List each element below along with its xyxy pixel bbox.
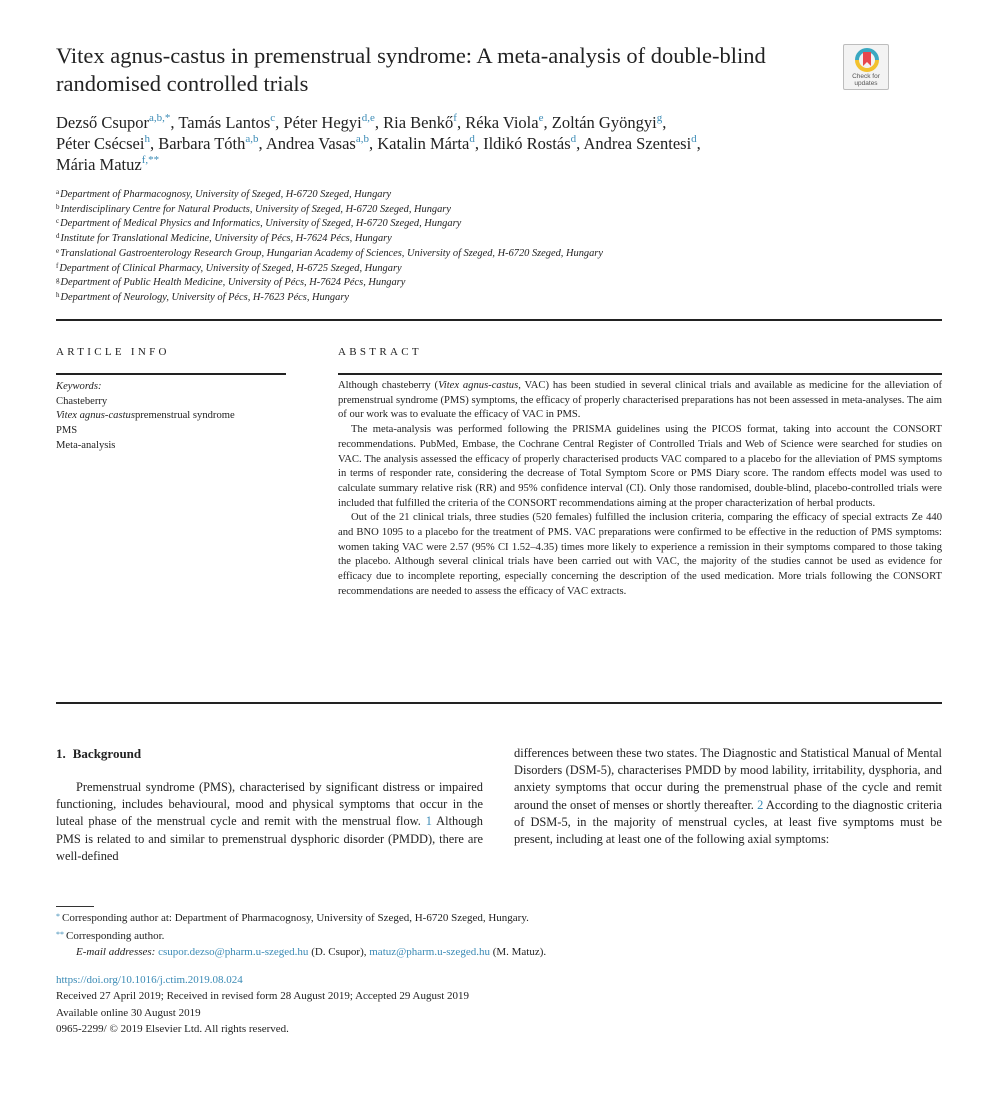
abstract-heading: ABSTRACT bbox=[338, 346, 422, 358]
keyword-item: PMS bbox=[56, 425, 78, 437]
author-name: Andrea Szentesi bbox=[583, 134, 692, 153]
doi-link[interactable]: https://doi.org/10.1016/j.ctim.2019.08.024 bbox=[56, 974, 243, 986]
affiliation-text: Interdisciplinary Centre for Natural Products, University of Szeged, H-6720 Szeged, Hungary bbox=[60, 203, 451, 215]
footnote-emails: E-mail addresses: csupor.dezso@pharm.u-szeged.hu (D. Csupor), matuz@pharm.u-szeged.hu (M. Matuz). bbox=[76, 946, 547, 958]
body-column-left: Premenstrual syndrome (PMS), characterised by significant distress or impaired functioning, includes behavioural, mood and physical symptoms that occur in the luteal phase of the menstrual cycle and remit with the menstrual flow. 1 Although PMS is related to and similar to premenstrual dysphoric disorder (PMDD), there are well-defined bbox=[56, 780, 483, 863]
affiliation-item bbox=[56, 291, 756, 306]
affiliation-text: Institute for Translational Medicine, University of Pécs, H-7624 Pécs, Hungary bbox=[60, 233, 392, 245]
author-name: Péter Csécsei bbox=[56, 134, 145, 153]
abstract-bottom-divider bbox=[56, 702, 942, 704]
affiliation-key: h bbox=[56, 290, 60, 299]
author-name: Mária Matuz bbox=[56, 155, 142, 174]
abstract-body bbox=[338, 379, 942, 600]
affiliation-key: g bbox=[56, 276, 60, 285]
crossmark-icon bbox=[855, 48, 879, 72]
affiliation-key: b bbox=[56, 202, 60, 211]
available-online: Available online 30 August 2019 bbox=[56, 1006, 201, 1019]
footnote-corresponding-1: * Corresponding author at: Department of Pharmacognosy, University of Szeged, H-6720 Szeged, Hungary. bbox=[56, 912, 529, 924]
affiliation-key: f bbox=[56, 261, 59, 270]
affiliation-marker[interactable]: e bbox=[538, 112, 544, 124]
received-dates: Received 27 April 2019; Received in revised form 28 August 2019; Accepted 29 August 2019 bbox=[56, 990, 470, 1003]
reference-link[interactable]: 1 bbox=[425, 814, 432, 829]
article-info-heading: ARTICLE INFO bbox=[56, 346, 170, 358]
affiliation-item bbox=[56, 232, 756, 247]
affiliation-marker[interactable]: d bbox=[469, 133, 475, 145]
author-name: Tamás Lantos bbox=[178, 113, 271, 132]
publication-meta bbox=[56, 972, 756, 1037]
affiliation-text: Department of Public Health Medicine, University of Pécs, H-7624 Pécs, Hungary bbox=[60, 277, 406, 289]
affiliation-list bbox=[56, 188, 756, 306]
affiliation-item bbox=[56, 217, 756, 232]
affiliation-marker[interactable]: a,b bbox=[355, 133, 369, 145]
author-name: Dezső Csupor bbox=[56, 113, 150, 132]
affiliation-text: Department of Neurology, University of Pécs, H-7623 Pécs, Hungary bbox=[60, 291, 349, 303]
affiliation-text: Department of Clinical Pharmacy, University of Szeged, H-6725 Szeged, Hungary bbox=[59, 262, 402, 274]
footnotes bbox=[56, 909, 756, 961]
affiliation-item bbox=[56, 262, 756, 277]
footnote-divider bbox=[56, 906, 94, 907]
abstract-paragraph: The meta-analysis was performed following the PRISMA guidelines using the PICOS format, taking into account the CONSORT recommendations. PubMed, Embase, the Cochrane Central Register of Controlled Trials and Web of Science were searched for studies on VAC. The analysis assessed the efficacy of properly characterised products VAC compared to a placebo for the alleviation of PMS symptoms in terms of responder rate, considering the decrease of Total Symptom Score or PMS Diary score. The random effects model was used to calculate summary relative risk (RR) and 95% confidence interval (CI). Only those randomised, double-blind, placebo-controlled trials were included that fulfilled the criteria of the CONSORT recommendations aiming at the proper characterization of herbal products. bbox=[338, 424, 942, 509]
affiliation-key: e bbox=[56, 246, 60, 255]
affiliation-marker[interactable]: d bbox=[570, 133, 577, 145]
section-number: 1. bbox=[56, 746, 66, 761]
affiliation-marker[interactable]: a,b,* bbox=[149, 112, 171, 124]
author-name: Ildikó Rostás bbox=[483, 134, 571, 153]
author-name: Barbara Tóth bbox=[158, 134, 246, 153]
abstract-divider bbox=[338, 373, 942, 375]
author-name: Réka Viola bbox=[465, 113, 539, 132]
keyword-item: Chasteberry bbox=[56, 395, 108, 407]
affiliation-text: Translational Gastroenterology Research Group, Hungarian Academy of Sciences, University of Szeged, H-6720 Szeged, Hungary bbox=[60, 247, 603, 259]
article-info-divider bbox=[56, 373, 286, 375]
affiliation-key: c bbox=[56, 217, 60, 226]
section-title: Background bbox=[72, 746, 142, 761]
author-name: Péter Hegyi bbox=[283, 113, 362, 132]
check-for-updates-button[interactable] bbox=[843, 44, 889, 90]
affiliation-marker[interactable]: h bbox=[144, 133, 150, 145]
affiliation-text: Department of Medical Physics and Informatics, University of Szeged, H-6720 Szeged, Hungary bbox=[60, 218, 462, 230]
abstract-paragraph: Out of the 21 clinical trials, three studies (520 females) fulfilled the inclusion criteria, comparing the efficacy of special extracts Ze 440 and BNO 1095 to a placebo for the treatment of PMS. VAC preparations were confirmed to be effective in the reduction of PMS symptoms: women taking VAC were 2.57 (95% CI 1.52–4.35) times more likely to experience a remission in their symptoms compared to those taking the placebo. Although several clinical trials have been carried out with VAC, the majority of the studies cannot be used as evidence for efficacy due to incomplete reporting, especially concerning the description of the used medication. More trials following the CONSORT recommendations are needed to assess the efficacy of VAC extracts. bbox=[338, 512, 942, 597]
keywords-label: Keywords: bbox=[56, 381, 102, 392]
affiliation-marker[interactable]: g bbox=[656, 112, 663, 124]
affiliation-marker[interactable]: f bbox=[453, 112, 457, 124]
section-heading bbox=[56, 746, 141, 762]
affiliation-item bbox=[56, 188, 756, 203]
affiliation-marker[interactable]: c bbox=[270, 112, 276, 124]
affiliation-marker[interactable]: d,e bbox=[361, 112, 375, 124]
keyword-item: Meta-analysis bbox=[56, 439, 116, 451]
abstract-paragraph: Although chasteberry (Vitex agnus-castus, VAC) has been studied in several clinical trials and available as medicine for the alleviation of premenstrual syndrome (PMS) symptoms, the efficacy of properly characterised preparations has not been assessed in meta-analyses. The aim of our work was to evaluate the efficacy of VAC in PMS. bbox=[338, 380, 942, 421]
affiliation-key: d bbox=[56, 232, 60, 241]
reference-link[interactable]: 2 bbox=[757, 797, 764, 812]
email-link[interactable]: matuz@pharm.u-szeged.hu bbox=[369, 946, 490, 958]
author-name: Andrea Vasas bbox=[265, 134, 356, 153]
affiliation-text: Department of Pharmacognosy, University of Szeged, H-6720 Szeged, Hungary bbox=[60, 189, 392, 200]
header-divider bbox=[56, 319, 942, 321]
affiliation-item bbox=[56, 247, 756, 262]
keywords-block bbox=[56, 380, 316, 454]
body-column-right: differences between these two states. The Diagnostic and Statistical Manual of Mental Disorders (DSM-5), characterises PMDD by mood lability, irritability, dysphoria, and anxiety symptoms that occur during the premenstrual phase of the cycle and remit around the onset of menses or shortly thereafter. 2 According to the diagnostic criteria of DSM-5, in the majority of menstrual cycles, at least five symptoms must be present, including at least one of the following axial symptoms: bbox=[514, 746, 943, 847]
crossmark-label: Check for updates bbox=[852, 73, 880, 87]
author-name: Zoltán Gyöngyi bbox=[551, 113, 657, 132]
affiliation-marker[interactable]: d bbox=[691, 133, 697, 145]
affiliation-item bbox=[56, 203, 756, 218]
affiliation-key: a bbox=[56, 188, 60, 196]
affiliation-marker[interactable]: f,** bbox=[141, 154, 160, 166]
author-name: Katalin Márta bbox=[377, 134, 470, 153]
affiliation-item bbox=[56, 276, 756, 291]
copyright: 0965-2299/ © 2019 Elsevier Ltd. All rights reserved. bbox=[56, 1022, 289, 1035]
author-list: Dezső Csupor$^{a,b,*}$, Tamás Lantos$^c$, Péter Hegyi$^{d,e}$, Ria Benkő$^f$, Réka Viola$^e$, Zoltán Gyöngyi$^g$, Péter Csécsei$^h$, Barbara Tóth$^{a,b}$, Andrea Vasas$^{a,b}$, Katalin Márta$^d$, Ildikó Rostás$^d$, Andrea Szentesi$^d$, Mária Matuz$^{f,**}$ bbox=[56, 112, 701, 174]
author-name: Ria Benkő bbox=[383, 113, 454, 132]
keywords-list bbox=[56, 395, 316, 454]
email-link[interactable]: csupor.dezso@pharm.u-szeged.hu bbox=[158, 946, 309, 958]
affiliation-marker[interactable]: a,b bbox=[245, 133, 259, 145]
footnote-corresponding-2: ** Corresponding author. bbox=[56, 929, 165, 942]
keyword-item: Vitex agnus-castuspremenstrual syndrome bbox=[56, 410, 235, 422]
article-title: Vitex agnus-castus in premenstrual syndrome: A meta-analysis of double-blind randomised controlled trials bbox=[56, 43, 766, 96]
